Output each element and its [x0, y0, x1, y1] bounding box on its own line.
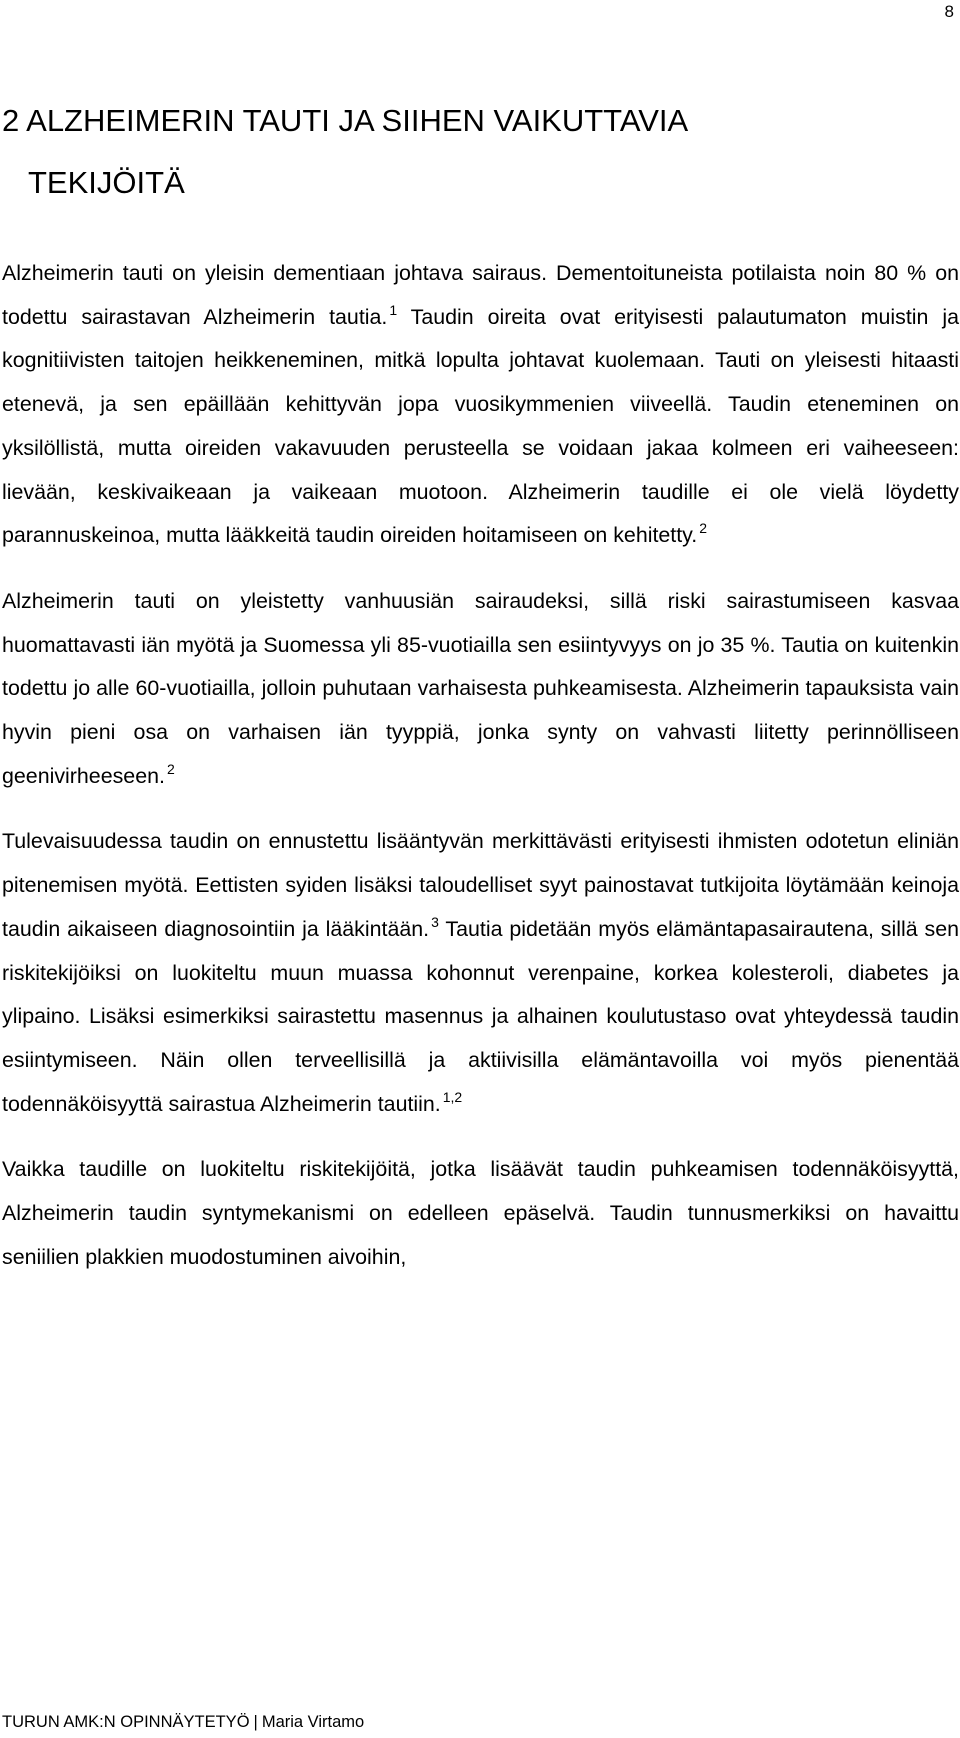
- paragraph-text: Tautia pidetään myös elämäntapasairautena, sillä sen riskitekijöiksi on luokiteltu muun muassa kohonnut verenpaine, korkea kolesteroli, diabetes ja ylipaino. Lisäksi esimerkiksi sairastettu masennus ja alhainen koulutustaso ovat yhteydessä taudin esiintymiseen. Näin ollen terveellisillä ja aktiivisilla elämäntavoilla voi myös pienentää todennäköisyyttä sairastua Alzheimerin tautiin.: [2, 916, 959, 1116]
- page-number: 8: [944, 2, 954, 21]
- chapter-heading: [0, 90, 960, 214]
- footer-separator: |: [253, 1713, 258, 1731]
- paragraph-3: [2, 820, 959, 1126]
- paragraph-text: Tulevaisuudessa taudin on ennustettu lisääntyvän merkittävästi erityisesti ihmisten odotetun eliniän pitenemisen myötä. Eettisten syiden lisäksi taloudelliset syyt painostavat tutkijoita löytämään keinoja taudin aikaiseen diagnosointiin ja lääkintään.: [2, 829, 959, 941]
- citation-superscript: 3: [431, 913, 439, 930]
- footer-author: Maria Virtamo: [261, 1713, 365, 1731]
- paragraph-text: Vaikka taudille on luokiteltu riskitekijöitä, jotka lisäävät taudin puhkeamisen todennäköisyyttä, Alzheimerin taudin syntymekanismi on edelleen epäselvä. Taudin tunnusmerkiksi on havaittu seniilien plakkien muodostuminen aivoihin,: [2, 1157, 959, 1269]
- paragraph-1: [2, 252, 959, 558]
- chapter-heading-line-2: TEKIJÖITÄ: [28, 165, 185, 200]
- paragraph-2: [2, 580, 959, 799]
- citation-superscript: 2: [166, 760, 175, 777]
- paragraph-text: Alzheimerin tauti on yleisin dementiaan johtava sairaus. Dementoituneista potilaista noin 80 % on todettu sairastavan Alzheimerin tautia.: [2, 261, 959, 329]
- paragraph-4: [2, 1148, 959, 1279]
- footer-institution: TURUN AMK:N OPINNÄYTETYÖ: [2, 1713, 250, 1731]
- body-text: [2, 252, 959, 1279]
- chapter-heading-line-1: 2 ALZHEIMERIN TAUTI JA SIIHEN VAIKUTTAVIA: [2, 103, 689, 138]
- citation-superscript: 2: [699, 520, 708, 537]
- citation-superscript: 1,2: [442, 1088, 463, 1105]
- paragraph-text: Alzheimerin tauti on yleistetty vanhuusiän sairaudeksi, sillä riski sairastumiseen kasvaa huomattavasti iän myötä ja Suomessa yli 85-vuotiailla sen esiintyvyys on jo 35 %. Tautia on kuitenkin todettu jo alle 60-vuotiailla, jolloin puhutaan varhaisesta puhkeamisesta. Alzheimerin tapauksista vain hyvin pieni osa on varhaisen iän tyyppiä, jonka synty on vahvasti liitetty perinnölliseen geenivirheeseen.: [2, 588, 959, 788]
- paragraph-text: Taudin oireita ovat erityisesti palautumaton muistin ja kognitiivisten taitojen heikkeneminen, mitkä lopulta johtavat kuolemaan. Tauti on yleisesti hitaasti etenevä, ja sen epäillään kehittyvän jopa vuosikymmenien viiveellä. Taudin eteneminen on yksilöllistä, mutta oireiden vakavuuden perusteella se voidaan jakaa kolmeen eri vaiheeseen: lievään, keskivaikeaan ja vaikeaan muotoon. Alzheimerin taudille ei ole vielä löydetty parannuskeinoa, mutta lääkkeitä taudin oireiden hoitamiseen on kehitetty.: [2, 304, 959, 548]
- page-footer: [2, 1712, 364, 1732]
- citation-superscript: 1: [389, 301, 398, 318]
